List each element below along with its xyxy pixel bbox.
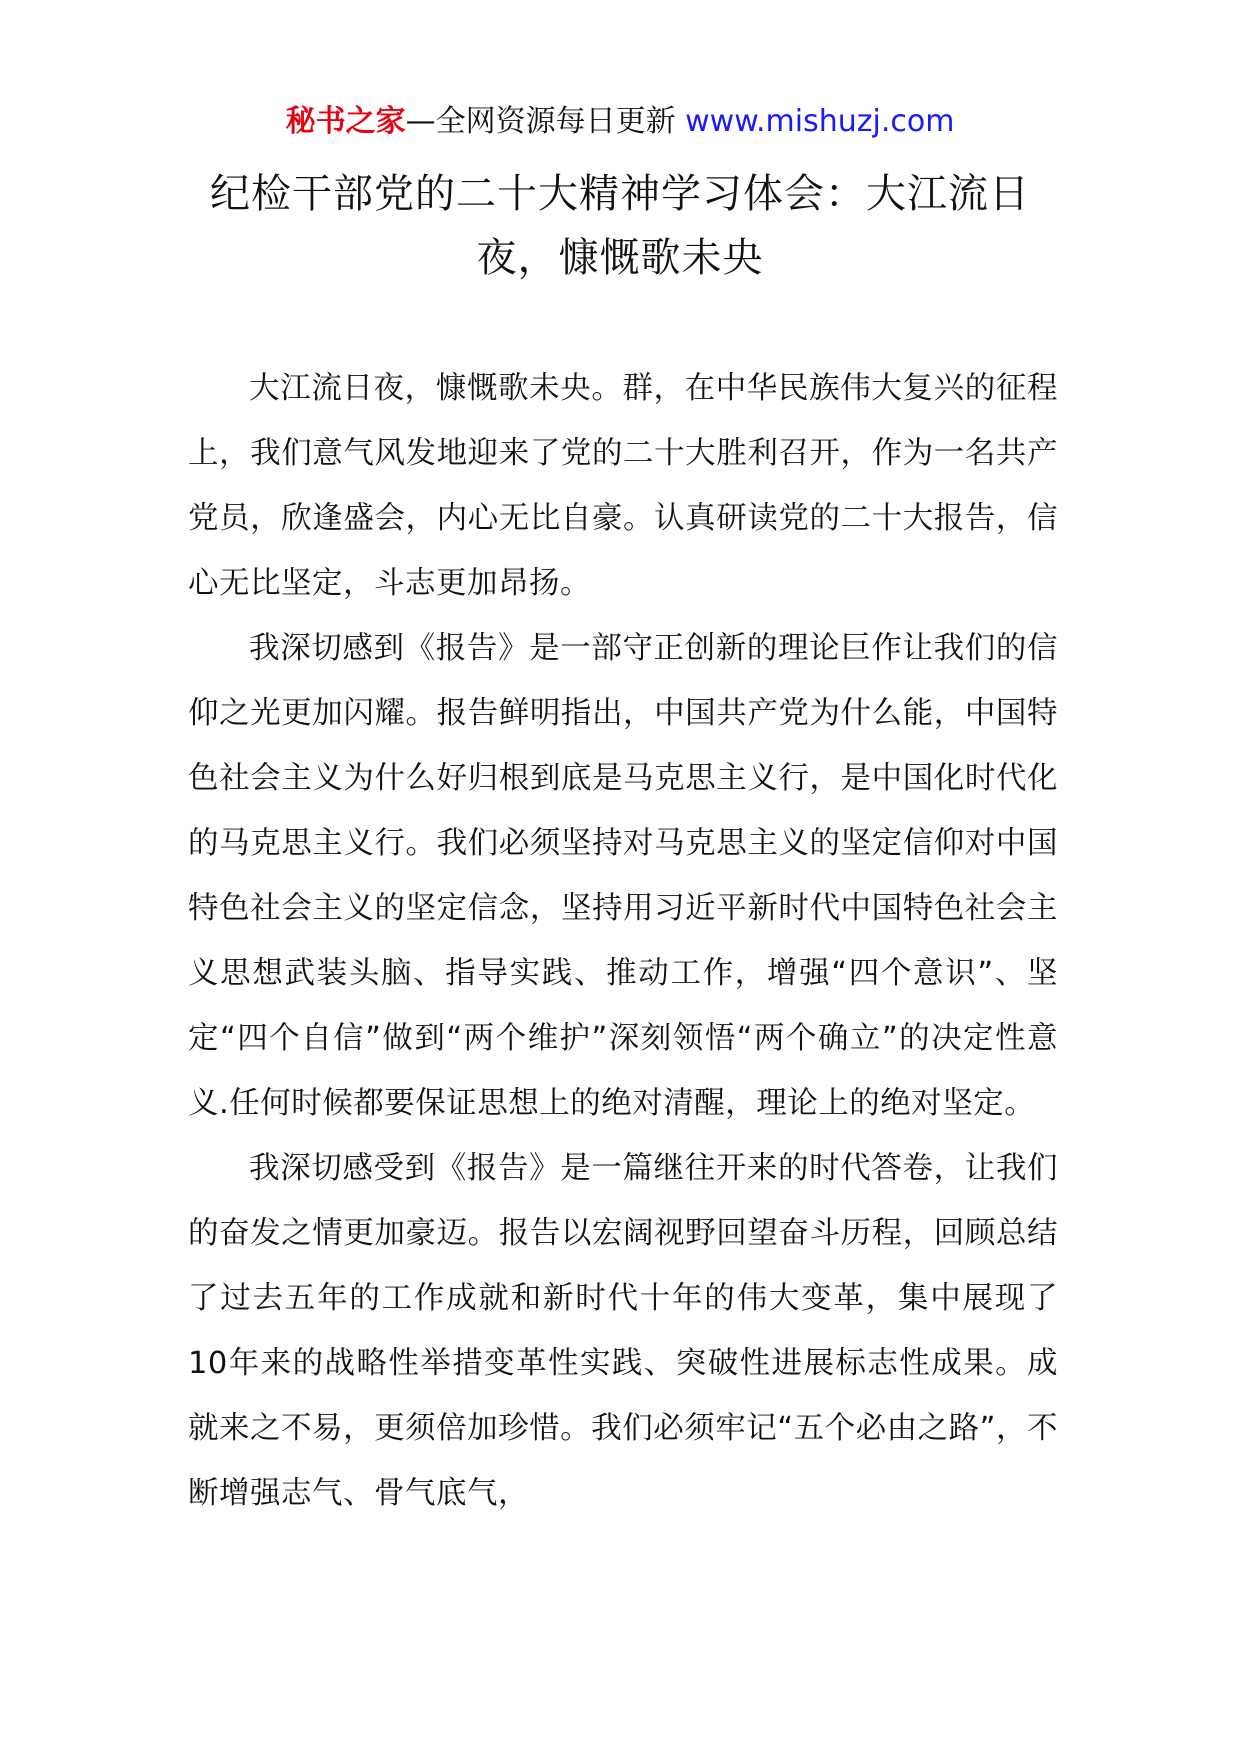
site-header-banner: [0, 100, 1240, 144]
brand-name: 秘书之家: [285, 104, 406, 139]
body-paragraph: 我深切感到《报告》是一部守正创新的理论巨作让我们的信仰之光更加闪耀。报告鲜明指出，中国共产党为什么能，中国特色社会主义为什么好归根到底是马克思主义行，是中国化时代化的马克思主义行。我们必须坚持对马克思主义的坚定信仰对中国特色社会主义的坚定信念，坚持用习近平新时代中国特色社会主义思想武装头脑、指导实践、推动工作，增强“四个意识”、坚定“四个自信”做到“两个维护”深刻领悟“两个确立”的决定性意义.任何时候都要保证思想上的绝对清醒，理论上的绝对坚定。: [188, 631, 1058, 1121]
header-tagline: —全网资源每日更新: [405, 104, 676, 139]
site-url-link[interactable]: www.mishuzj.com: [685, 104, 955, 139]
document-title: 纪检干部党的二十大精神学习体会：大江流日夜，慷慨歌未央: [210, 171, 1030, 281]
document-body: [188, 356, 1058, 1526]
body-paragraph: 我深切感受到《报告》是一篇继往开来的时代答卷，让我们的奋发之情更加豪迈。报告以宏阔视野回望奋斗历程，回顾总结了过去五年的工作成就和新时代十年的伟大变革，集中展现了10年来的战略性举措变革性实践、突破性进展标志性成果。成就来之不易，更须倍加珍惜。我们必须牢记“五个必由之路”，不断增强志气、骨气底气，: [188, 1151, 1058, 1511]
body-paragraph: 大江流日夜，慷慨歌未央。群，在中华民族伟大复兴的征程上，我们意气风发地迎来了党的二十大胜利召开，作为一名共产党员，欣逢盛会，内心无比自豪。认真研读党的二十大报告，信心无比坚定，斗志更加昂扬。: [188, 371, 1058, 601]
